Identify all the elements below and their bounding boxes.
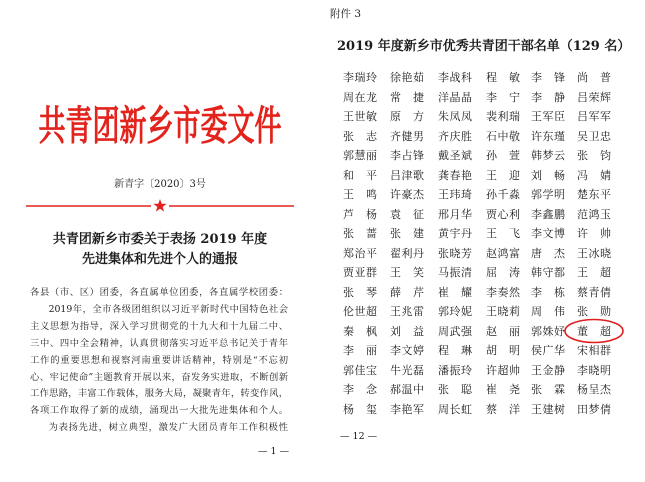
name-cell: 刘 畅	[531, 168, 566, 182]
name-cell: 许东瑾	[531, 129, 566, 143]
name-cell: 徐艳茹	[390, 71, 425, 84]
name-cell: 郭慧丽	[343, 149, 378, 162]
name-cell: 张晓芳	[438, 246, 473, 260]
name-cell: 常 捷	[390, 90, 425, 104]
body-line: 心、牢记使命”主题教育开展以来，奋发务实进取，不断创新	[30, 371, 288, 383]
name-cell: 和 平	[343, 168, 378, 182]
name-cell: 屈 涛	[486, 266, 521, 279]
name-cell: 贾亚群	[343, 266, 378, 279]
name-cell: 李 念	[343, 383, 378, 396]
body-line: 为表扬先进，树立典型，激发广大团员青年工作积极性	[48, 422, 288, 434]
name-cell: 周 伟	[531, 305, 566, 318]
name-cell: 王 飞	[486, 227, 521, 240]
name-cell: 崔 尧	[486, 383, 521, 396]
name-cell: 王 超	[577, 266, 612, 279]
name-cell: 马振清	[438, 266, 473, 279]
name-cell: 程 敏	[486, 71, 521, 84]
name-cell: 王兆雷	[390, 305, 425, 318]
body-line: 2019年，全市各级团组织以习近平新时代中国特色社会	[48, 303, 288, 315]
name-cell: 黄宇丹	[438, 227, 473, 240]
name-cell: 李 栋	[531, 285, 566, 299]
salutation: 各县（市、区）团委，各直属单位团委，各直属学校团委：	[30, 287, 288, 298]
name-cell: 吕荣辉	[577, 90, 612, 104]
name-cell: 张 勋	[577, 305, 612, 318]
name-cell: 田梦倩	[577, 402, 612, 416]
name-cell: 张 志	[343, 129, 378, 143]
cover-page	[0, 0, 315, 482]
name-cell: 芦 杨	[343, 207, 378, 221]
name-cell: 杨 玺	[343, 402, 378, 416]
name-cell: 孙 萱	[486, 149, 521, 162]
name-cell: 李文博	[531, 227, 566, 240]
name-cell: 许超帅	[486, 363, 521, 377]
name-cell: 邢月华	[438, 207, 473, 221]
name-cell: 原 方	[390, 110, 425, 123]
name-cell: 伦世超	[343, 305, 378, 318]
red-rule	[26, 198, 294, 214]
name-cell: 李 丽	[343, 344, 378, 357]
name-cell: 孙千淼	[486, 188, 521, 201]
name-cell: 李 锋	[531, 71, 566, 84]
name-grid	[330, 60, 630, 422]
name-cell: 韩梦云	[531, 149, 566, 162]
name-cell: 赵鸿富	[486, 246, 521, 260]
name-cell: 戴圣斌	[438, 149, 473, 162]
name-cell: 侯广华	[531, 344, 566, 357]
name-cell: 唐 杰	[531, 246, 566, 260]
page-number: — 12 —	[340, 431, 378, 442]
name-cell: 张 蔷	[343, 227, 378, 240]
name-cell: 李艳军	[390, 402, 425, 416]
page-number: — 1 —	[258, 446, 290, 457]
list-title: 2019 年度新乡市优秀共青团干部名单（129 名）	[337, 39, 631, 54]
name-cell: 吕军军	[577, 110, 612, 123]
attachment-page	[315, 0, 645, 482]
attachment-label: 附件 3	[330, 8, 362, 20]
name-cell: 石中敬	[486, 129, 521, 143]
name-cell: 裴利瑞	[486, 110, 521, 123]
name-cell: 朱凤凤	[438, 110, 473, 123]
name-cell: 王建树	[531, 402, 566, 416]
name-cell: 李晓明	[577, 363, 612, 377]
name-cell: 董 超	[577, 324, 612, 338]
doc-number: 新青字〔2020〕3号	[114, 179, 206, 190]
name-cell: 王世敏	[343, 110, 378, 123]
name-cell: 龚春艳	[438, 168, 473, 182]
name-cell: 郭佳宝	[343, 363, 378, 377]
name-cell: 张 琴	[343, 285, 378, 299]
name-cell: 许豪杰	[390, 188, 425, 201]
name-cell: 吕津歌	[390, 168, 425, 182]
name-cell: 李瑞玲	[343, 71, 378, 84]
name-cell: 刘 益	[390, 324, 425, 338]
name-cell: 李 宁	[486, 90, 521, 104]
star-icon	[153, 199, 166, 212]
body-line: 三中、四中全会精神，认真贯彻落实习近平总书记关于青年	[30, 337, 288, 349]
name-cell: 程 琳	[438, 344, 473, 357]
name-cell: 冯 婧	[577, 168, 612, 182]
name-cell: 李战科	[438, 71, 473, 84]
name-cell: 张 钧	[577, 149, 612, 162]
name-cell: 周武强	[438, 324, 473, 338]
name-cell: 许 帅	[577, 227, 612, 240]
name-cell: 贾心利	[486, 207, 521, 221]
name-cell: 郑治平	[343, 246, 378, 260]
name-cell: 王玮琦	[438, 188, 473, 201]
name-cell: 郭玲妮	[438, 305, 473, 318]
name-cell: 张 聪	[438, 383, 473, 396]
name-cell: 郭学明	[531, 188, 566, 201]
org-header-banner	[30, 103, 290, 150]
name-cell: 王 鸣	[343, 188, 378, 201]
name-cell: 杨呈杰	[577, 383, 612, 396]
name-cell: 张 霖	[531, 383, 566, 396]
name-cell: 李占锋	[390, 149, 425, 162]
name-cell: 王冰晓	[577, 246, 612, 260]
name-cell: 秦 枫	[343, 324, 378, 338]
body-line: 各项工作取得了新的成绩，涌现出一大批先进集体和个人。	[30, 405, 288, 417]
name-cell: 齐健男	[390, 129, 425, 143]
name-cell: 薛 芹	[390, 285, 425, 299]
name-cell: 郭姝妤	[531, 324, 566, 338]
name-cell: 崔 耀	[438, 285, 473, 299]
document-title-line: 共青团新乡市委关于表扬 2019 年度	[52, 232, 268, 247]
name-cell: 李 静	[531, 90, 566, 104]
name-cell: 胡 明	[486, 344, 521, 357]
name-cell: 蔡 洋	[486, 402, 521, 416]
name-cell: 李鑫鹏	[531, 207, 566, 221]
name-cell: 王军臣	[531, 110, 566, 123]
name-cell: 宋相群	[577, 344, 612, 357]
document-title-line: 先进集体和先进个人的通报	[81, 252, 238, 267]
name-cell: 范鸿玉	[577, 207, 612, 221]
name-cell: 楚东平	[577, 188, 612, 201]
name-cell: 郝温中	[390, 383, 425, 396]
body-line: 工作的重要思想和视察河南重要讲话精神，特别是“不忘初	[30, 354, 288, 366]
name-cell: 齐庆胜	[438, 129, 473, 143]
body-line: 主义思想为指导，深入学习贯彻党的十九大和十九届二中、	[30, 320, 288, 332]
name-cell: 潘振玲	[438, 363, 473, 377]
name-cell: 翟利丹	[390, 246, 425, 260]
org-header-text: 共青团新乡市委文件	[38, 103, 282, 150]
name-cell: 赵 丽	[486, 324, 521, 338]
name-cell: 王 迎	[486, 168, 521, 182]
name-cell: 吴卫忠	[577, 129, 612, 143]
name-cell: 李奏然	[486, 285, 521, 299]
name-cell: 李文婷	[390, 344, 425, 357]
name-cell: 周在龙	[343, 90, 378, 104]
name-cell: 王 笑	[390, 266, 425, 279]
name-cell: 牛光磊	[390, 363, 425, 377]
body-line: 工作思路，丰富工作载体，服务大局，凝聚青年，转变作风，	[30, 388, 288, 400]
name-cell: 韩守都	[531, 266, 566, 279]
name-cell: 周长虹	[438, 402, 473, 416]
name-cell: 王晓莉	[486, 305, 521, 318]
name-cell: 袁 征	[390, 207, 425, 221]
name-cell: 张 建	[390, 227, 425, 240]
name-cell: 蔡青倩	[577, 285, 612, 299]
name-cell: 洋晶晶	[438, 90, 473, 104]
name-cell: 尚 普	[577, 71, 612, 84]
name-cell: 王金静	[531, 363, 566, 377]
